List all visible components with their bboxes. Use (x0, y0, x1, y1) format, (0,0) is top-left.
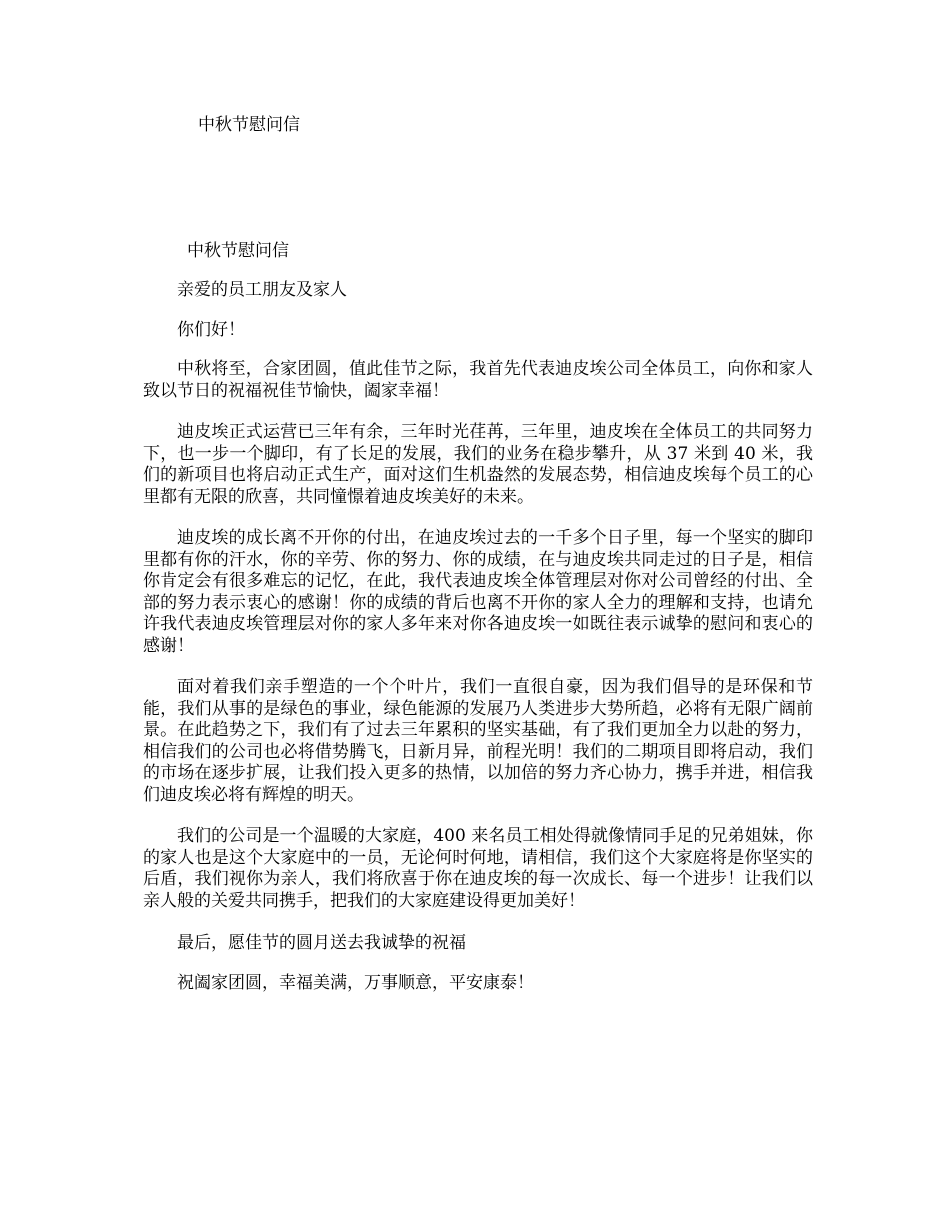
greeting: 你们好！ (177, 320, 245, 340)
paragraph-5: 我们的公司是一个温暖的大家庭，400 来名员工相处得就像情同手足的兄弟姐妹，你的家人也是这个大家庭中的一员，无论何时何地，请相信，我们这个大家庭将是你坚实的后盾，我们视你为亲人，我们将欣喜于你在迪皮埃的每一次成长、每一个进步！让我们以亲人般的关爱共同携手，把我们的大家庭建设得更加美好！ (143, 826, 813, 911)
paragraph-3: 迪皮埃的成长离不开你的付出，在迪皮埃过去的一千多个日子里，每一个坚实的脚印里都有你的汗水，你的辛劳、你的努力、你的成绩，在与迪皮埃共同走过的日子是，相信你肯定会有很多难忘的记忆，在此，我代表迪皮埃全体管理层对你对公司曾经的付出、全部的努力表示衷心的感谢！你的成绩的背后也离不开你的家人全力的理解和支持，也请允许我代表迪皮埃管理层对你的家人多年来对你各迪皮埃一如既往表示诚挚的慰问和衷心的感谢！ (143, 528, 813, 656)
letter-title: 中秋节慰问信 (187, 241, 289, 261)
paragraph-1: 中秋将至，合家团圆，值此佳节之际，我首先代表迪皮埃公司全体员工，向你和家人致以节日的祝福祝佳节愉快，阖家幸福！ (143, 359, 813, 401)
closing-wish: 最后，愿佳节的圆月送去我诚挚的祝福 (177, 933, 466, 953)
salutation: 亲爱的员工朋友及家人 (177, 280, 347, 300)
paragraph-4: 面对着我们亲手塑造的一个个叶片，我们一直很自豪，因为我们倡导的是环保和节能，我们从事的是绿色的事业，绿色能源的发展乃人类进步大势所趋，必将有无限广阔前景。在此趋势之下，我们有了过去三年累积的坚实基础，有了我们更加全力以赴的努力，相信我们的公司也必将借势腾飞，日新月异，前程光明！我们的二期项目即将启动，我们的市场在逐步扩展，让我们投入更多的热情，以加倍的努力齐心协力，携手并进，相信我们迪皮埃必将有辉煌的明天。 (143, 677, 813, 805)
closing-blessing: 祝阖家团圆，幸福美满，万事顺意，平安康泰！ (177, 973, 534, 993)
paragraph-2: 迪皮埃正式运营已三年有余，三年时光荏苒，三年里，迪皮埃在全体员工的共同努力下，也一步一个脚印，有了长足的发展，我们的业务在稳步攀升，从 37 米到 40 米，我们的新项目也将启动正式生产，面对这们生机盎然的发展态势，相信迪皮埃每个员工的心里都有无限的欣喜，共同憧憬着迪皮埃美好的未来。 (143, 422, 813, 507)
header-title: 中秋节慰问信 (198, 115, 300, 135)
letter-body (143, 240, 813, 1012)
